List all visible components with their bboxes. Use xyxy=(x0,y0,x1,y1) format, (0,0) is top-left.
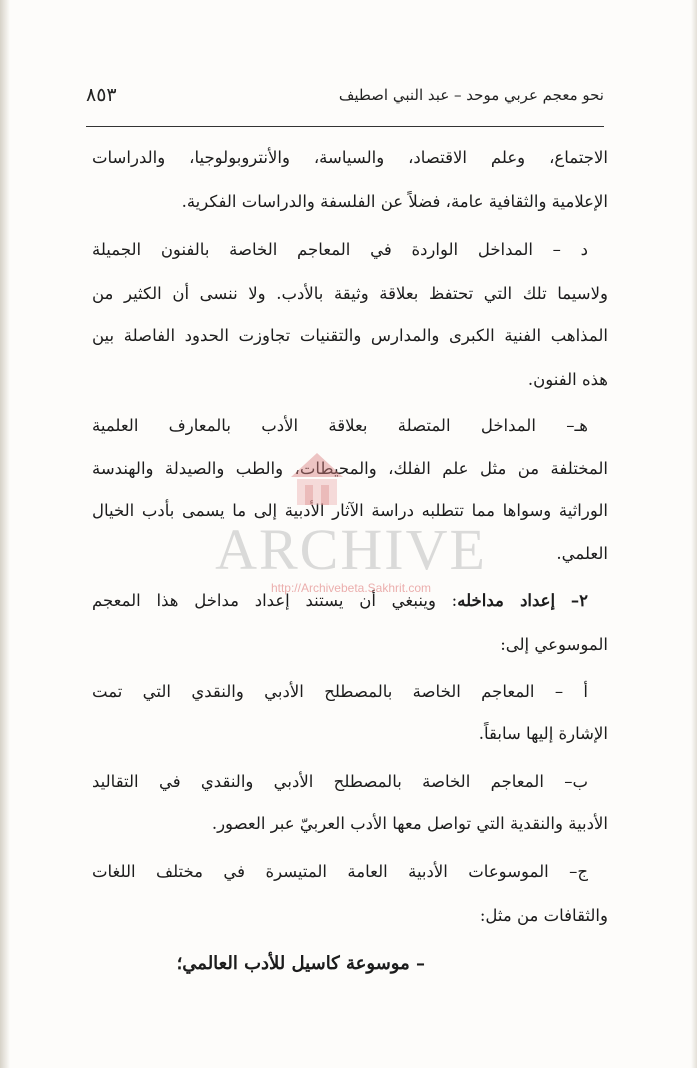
text-line: المذاهب الفنية الكبرى والمدارس والتقنيات تجاوزت الحدود الفاصلة بين xyxy=(92,326,608,345)
section-number: ٢– xyxy=(570,591,588,610)
text-line: أ – المعاجم الخاصة بالمصطلح الأدبي والنقدي التي تمت xyxy=(92,682,588,701)
header-rule xyxy=(86,126,604,127)
text-line: العلمي. xyxy=(556,544,608,563)
page-number: ٨٥٣ xyxy=(86,84,117,106)
text-line: ج– الموسوعات الأدبية العامة المتيسرة في مختلف اللغات xyxy=(92,862,588,881)
text-line: الإشارة إليها سابقاً. xyxy=(478,724,608,743)
text-line: الإعلامية والثقافية عامة، فضلاً عن الفلسفة والدراسات الفكرية. xyxy=(181,192,608,211)
text-line: هـ– المداخل المتصلة بعلاقة الأدب بالمعارف العلمية xyxy=(92,416,588,435)
watermark-url: http://Archivebeta.Sakhrit.com xyxy=(270,581,432,595)
watermark-text: ARCHIVE xyxy=(215,517,487,582)
text-line: ولاسيما تلك التي تحتفظ بعلاقة وثيقة بالأدب. ولا ننسى أن الكثير من xyxy=(92,284,608,303)
bullet-item: – موسوعة كاسيل للأدب العالمي؛ xyxy=(176,953,425,974)
text-line: المختلفة من مثل علم الفلك، والمحيطات، والطب والصيدلة والهندسة xyxy=(92,459,608,478)
text-line: الوراثية وسواها مما تتطلبه دراسة الآثار الأدبية إلى ما يسمى بأدب الخيال xyxy=(92,501,608,520)
text-line: د – المداخل الواردة في المعاجم الخاصة بالفنون الجميلة xyxy=(92,240,588,259)
text-line: والثقافات من مثل: xyxy=(479,906,608,925)
section-text: : وينبغي أن يستند إعداد مداخل هذا المعجم xyxy=(92,591,458,610)
page-edge-shadow-right xyxy=(691,0,697,1068)
page-edge-shadow xyxy=(0,0,10,1068)
text-line: الاجتماع، وعلم الاقتصاد، والسياسة، والأنتروبولوجيا، والدراسات xyxy=(92,148,608,167)
running-header-title: نحو معجم عربي موحد – عبد النبي اصطيف xyxy=(338,86,604,104)
text-line: الأدبية والنقدية التي تواصل معها الأدب العربيّ عبر العصور. xyxy=(211,814,608,833)
text-line: الموسوعي إلى: xyxy=(500,635,608,654)
running-header xyxy=(86,86,604,120)
text-line: هذه الفنون. xyxy=(527,370,608,389)
section-title: إعداد مداخله xyxy=(457,591,556,610)
text-line: ب– المعاجم الخاصة بالمصطلح الأدبي والنقدي في التقاليد xyxy=(92,772,588,791)
archive-logo-icon xyxy=(283,447,351,515)
